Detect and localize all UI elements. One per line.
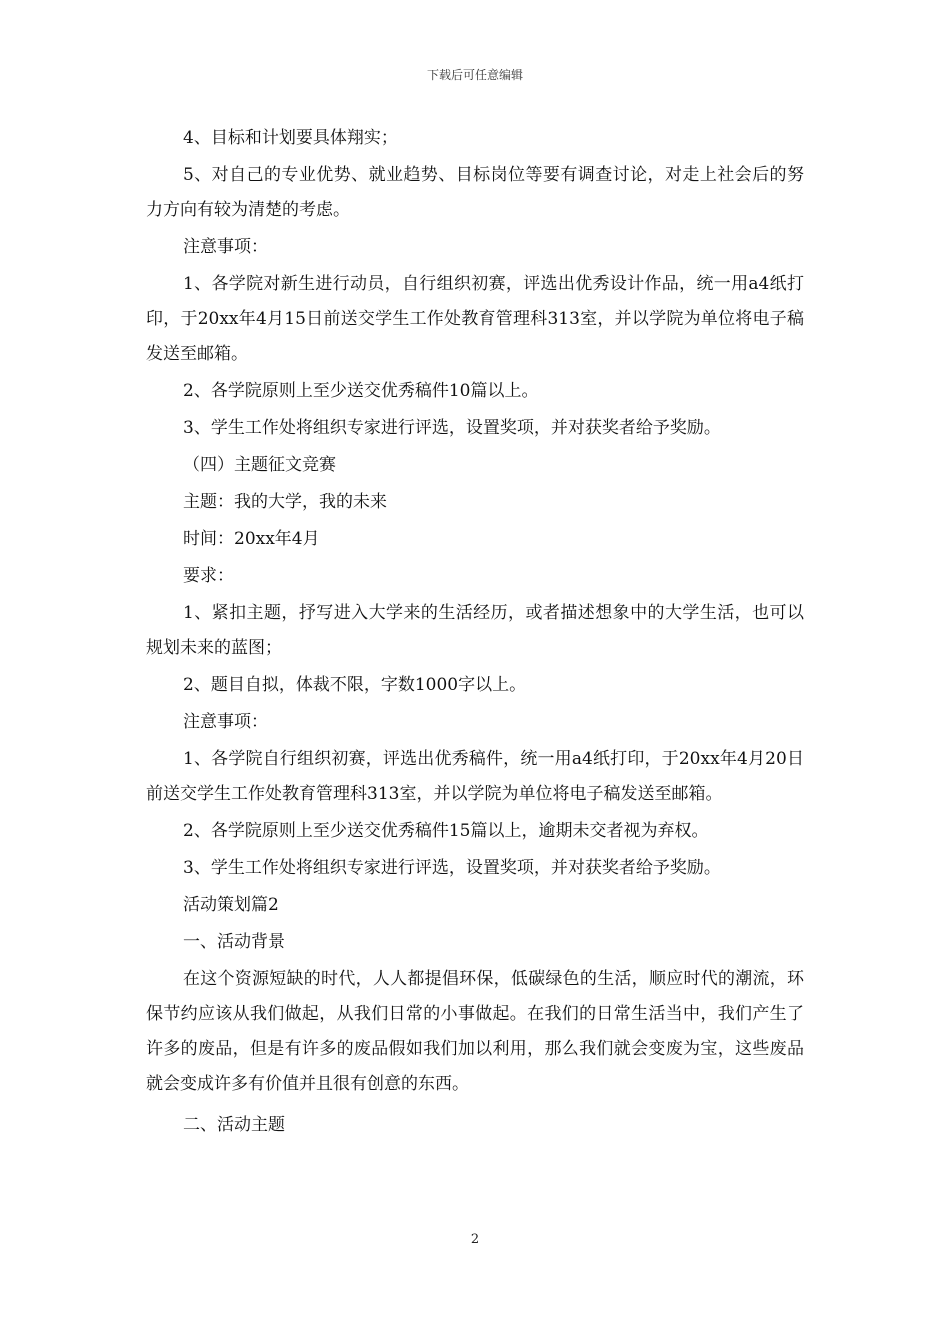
paragraph: 要求：: [183, 566, 234, 586]
document-body: [146, 121, 804, 1145]
paragraph: 3、学生工作处将组织专家进行评选，设置奖项，并对获奖者给予奖励。: [183, 858, 721, 878]
paragraph: 3、学生工作处将组织专家进行评选，设置奖项，并对获奖者给予奖励。: [183, 418, 721, 438]
paragraph: 1、各学院自行组织初赛，评选出优秀稿件，统一用a4纸打印，于20xx年4月20日前送交学生工作处教育管理科313室，并以学院为单位将电子稿发送至邮箱。: [146, 749, 804, 804]
paragraph: 1、紧扣主题，抒写进入大学来的生活经历，或者描述想象中的大学生活，也可以规划未来的蓝图；: [146, 603, 804, 658]
section-heading: 一、活动背景: [183, 932, 285, 952]
paragraph: 2、题目自拟，体裁不限，字数1000字以上。: [183, 675, 527, 695]
page-number: 2: [470, 1232, 480, 1247]
paragraph: 在这个资源短缺的时代，人人都提倡环保，低碳绿色的生活，顺应时代的潮流，环保节约应该从我们做起，从我们日常的小事做起。在我们的日常生活当中，我们产生了许多的废品，但是有许多的废品假如我们加以利用，那么我们就会变废为宝，这些废品就会变成许多有价值并且很有创意的东西。: [146, 969, 804, 1094]
paragraph: 注意事项：: [183, 237, 268, 257]
page-header-note: 下载后可任意编辑: [426, 68, 523, 82]
paragraph: 时间：20xx年4月: [183, 529, 320, 549]
paragraph: 主题：我的大学，我的未来: [183, 492, 387, 512]
paragraph: 2、各学院原则上至少送交优秀稿件10篇以上。: [183, 381, 539, 401]
paragraph: 注意事项：: [183, 712, 268, 732]
paragraph: 5、对自己的专业优势、就业趋势、目标岗位等要有调查讨论，对走上社会后的努力方向有较为清楚的考虑。: [146, 165, 804, 220]
paragraph: 4、目标和计划要具体翔实；: [183, 128, 398, 148]
paragraph: 1、各学院对新生进行动员，自行组织初赛，评选出优秀设计作品，统一用a4纸打印，于20xx年4月15日前送交学生工作处教育管理科313室，并以学院为单位将电子稿发送至邮箱。: [146, 274, 804, 364]
paragraph: 2、各学院原则上至少送交优秀稿件15篇以上，逾期未交者视为弃权。: [183, 821, 709, 841]
section-heading: 活动策划篇2: [183, 895, 279, 915]
section-heading: 二、活动主题: [183, 1115, 285, 1135]
section-heading: （四）主题征文竞赛: [183, 455, 336, 475]
